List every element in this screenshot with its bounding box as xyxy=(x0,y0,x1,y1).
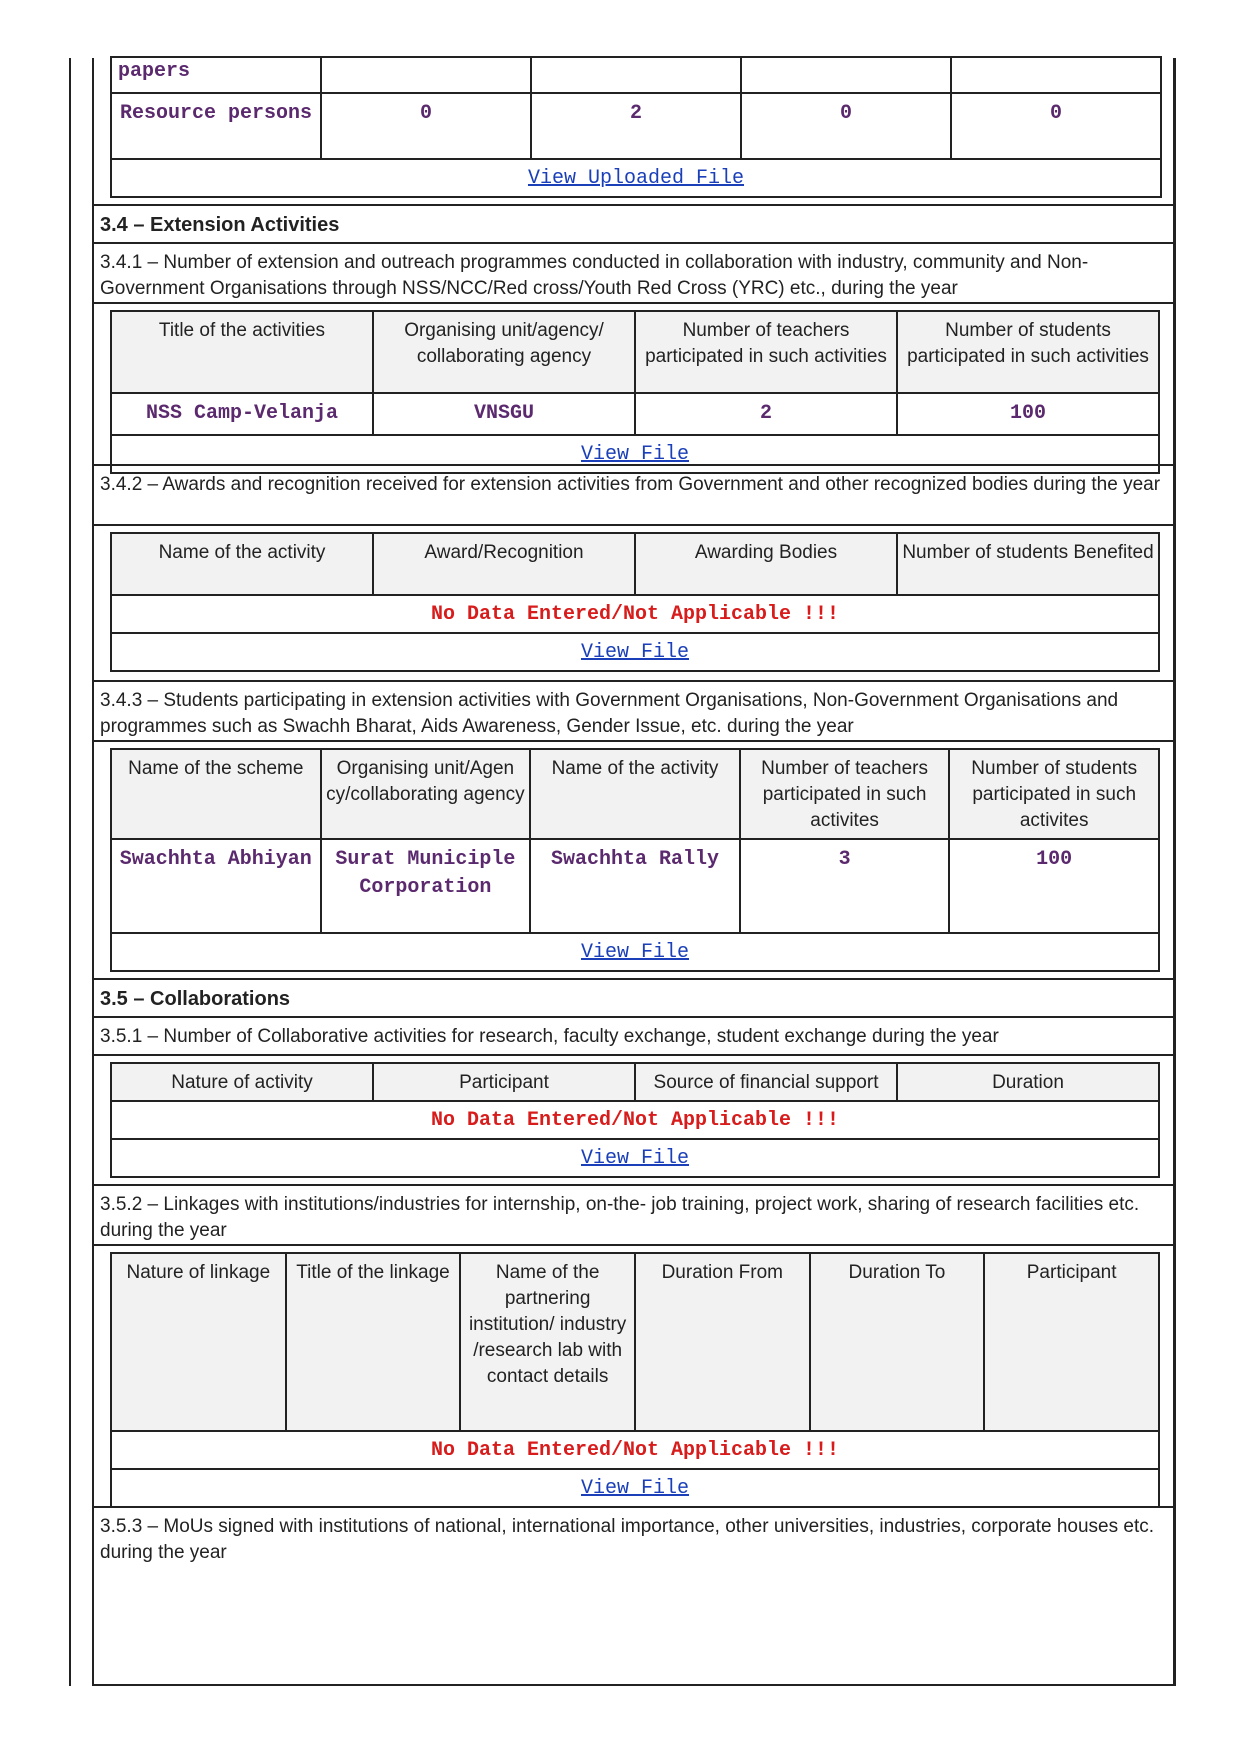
collaborative-activities-table xyxy=(110,1062,1160,1178)
col-header: Name of the scheme xyxy=(111,749,321,839)
awards-table xyxy=(110,532,1160,672)
no-data-message: No Data Entered/Not Applicable !!! xyxy=(111,595,1159,633)
col-header: Nature of linkage xyxy=(111,1253,286,1431)
col-header: Number of teachers participated in such activities xyxy=(635,311,897,393)
col-header: Number of teachers participated in such activites xyxy=(740,749,950,839)
question-3-4-3: 3.4.3 – Students participating in extension activities with Government Organisations, Non-Government Organisations and programmes such as Swachh Bharat, Aids Awareness, Gender Issue, etc. during the year xyxy=(94,682,1174,742)
view-uploaded-file-link[interactable]: View Uploaded File xyxy=(527,166,745,190)
table-cell: 100 xyxy=(897,393,1159,435)
linkages-table xyxy=(110,1252,1160,1508)
col-header: Title of the linkage xyxy=(286,1253,461,1431)
top-table-row xyxy=(94,58,1174,206)
table-3-4-3-row xyxy=(94,742,1174,980)
col-header: Source of financial support xyxy=(635,1063,897,1101)
resource-persons-label: Resource persons xyxy=(111,93,321,159)
no-data-message: No Data Entered/Not Applicable !!! xyxy=(111,1101,1159,1139)
table-cell: Swachhta Rally xyxy=(530,839,740,933)
col-header: Nature of activity xyxy=(111,1063,373,1101)
table-3-5-2-row xyxy=(94,1246,1174,1508)
table-cell: 0 xyxy=(321,93,531,159)
table-cell: NSS Camp-Velanja xyxy=(111,393,373,435)
table-3-4-2-row xyxy=(94,526,1174,682)
col-header: Award/Recognition xyxy=(373,533,635,595)
report-frame xyxy=(92,58,1176,1686)
table-3-5-1-row xyxy=(94,1056,1174,1186)
col-header: Participant xyxy=(373,1063,635,1101)
extension-programmes-table xyxy=(110,310,1160,474)
table-cell: VNSGU xyxy=(373,393,635,435)
col-header: Name of the partnering institution/ industry /research lab with contact details xyxy=(460,1253,635,1431)
view-file-link[interactable]: View File xyxy=(580,640,690,664)
view-file-link[interactable]: View File xyxy=(580,1146,690,1170)
research-table xyxy=(110,56,1162,198)
question-3-5-3: 3.5.3 – MoUs signed with institutions of national, international importance, other universities, industries, corporate houses etc. during the year xyxy=(100,1516,1155,1563)
table-cell: 3 xyxy=(740,839,950,933)
section-heading-3-5: 3.5 – Collaborations xyxy=(94,980,1174,1018)
table-cell: 100 xyxy=(949,839,1159,933)
col-header: Organising unit/Agen cy/collaborating agency xyxy=(321,749,531,839)
col-header: Organising unit/agency/ collaborating agency xyxy=(373,311,635,393)
view-file-link[interactable]: View File xyxy=(580,1476,690,1500)
students-participating-table xyxy=(110,748,1160,972)
col-header: Participant xyxy=(984,1253,1159,1431)
table-cell: 2 xyxy=(531,93,741,159)
col-header: Number of students participated in such activities xyxy=(897,311,1159,393)
page-border-left xyxy=(69,58,71,1686)
question-3-4-2: 3.4.2 – Awards and recognition received for extension activities from Government and other recognized bodies during the year xyxy=(94,466,1174,526)
question-3-5-1: 3.5.1 – Number of Collaborative activities for research, faculty exchange, student exchange during the year xyxy=(94,1018,1174,1056)
col-header: Number of students participated in such activites xyxy=(949,749,1159,839)
table-cell: Swachhta Abhiyan xyxy=(111,839,321,933)
col-header: Number of students Benefited xyxy=(897,533,1159,595)
table-cell: 0 xyxy=(741,93,951,159)
col-header: Duration To xyxy=(810,1253,985,1431)
table-cell: 2 xyxy=(635,393,897,435)
question-3-4-1: 3.4.1 – Number of extension and outreach programmes conducted in collaboration with industry, community and Non- Government Organisations through NSS/NCC/Red cross/Youth Red Cross (YRC) etc., during the year xyxy=(94,244,1174,304)
view-file-link[interactable]: View File xyxy=(580,442,690,466)
col-header: Title of the activities xyxy=(111,311,373,393)
col-header: Duration From xyxy=(635,1253,810,1431)
table-cell: 0 xyxy=(951,93,1161,159)
table-cell: Surat Municiple Corporation xyxy=(321,839,531,933)
col-header: Name of the activity xyxy=(111,533,373,595)
col-header: Awarding Bodies xyxy=(635,533,897,595)
section-heading-3-4: 3.4 – Extension Activities xyxy=(94,206,1174,244)
col-header: Duration xyxy=(897,1063,1159,1101)
view-file-link[interactable]: View File xyxy=(580,940,690,964)
partial-row-label: papers xyxy=(111,57,321,93)
col-header: Name of the activity xyxy=(530,749,740,839)
question-3-5-2: 3.5.2 – Linkages with institutions/industries for internship, on-the- job training, project work, sharing of research facilities etc. during the year xyxy=(94,1186,1174,1246)
table-3-4-1-row xyxy=(94,304,1174,466)
no-data-message: No Data Entered/Not Applicable !!! xyxy=(111,1431,1159,1469)
